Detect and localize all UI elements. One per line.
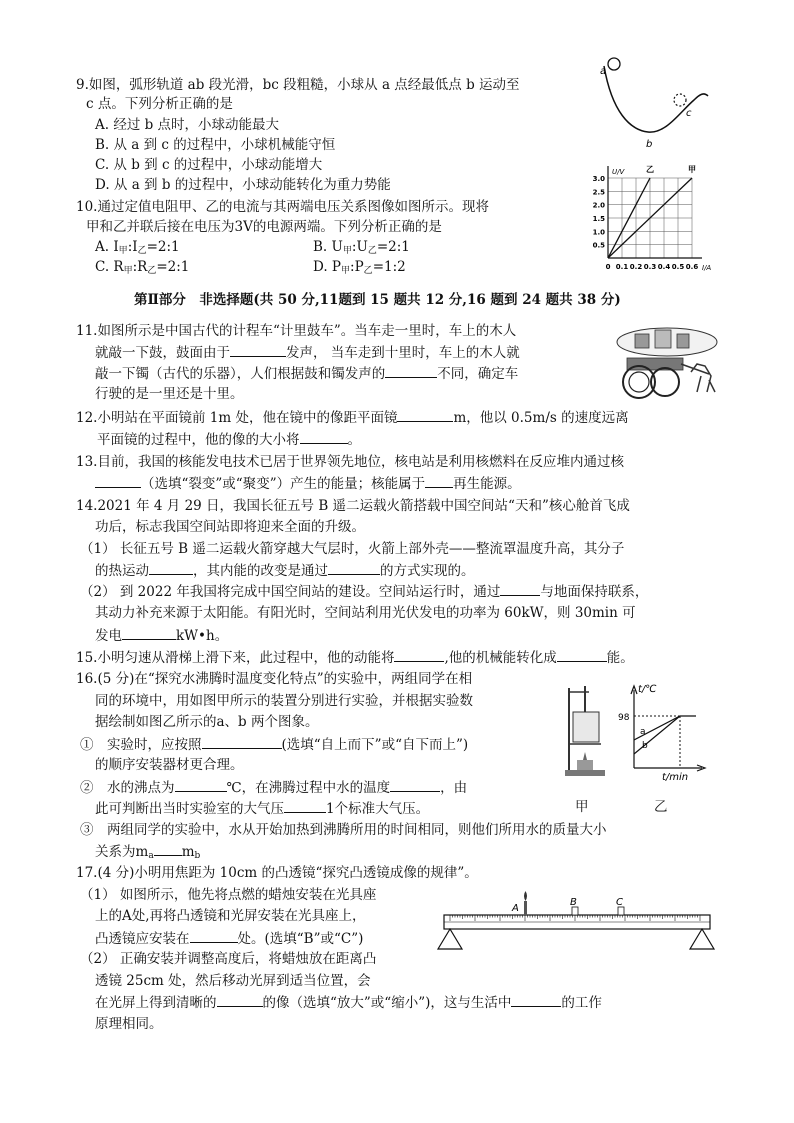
y-axis-label: U/V xyxy=(612,168,625,176)
q14-part2-line3: 发电 kW•h。 xyxy=(95,628,229,644)
q9-stem-line2: c 点。下列分析正确的是 xyxy=(86,96,233,112)
q17-part1-line2: 上的A处,再将凸透镜和光屏安装在光具座上， xyxy=(95,908,366,924)
x-tick-label: 0.3 xyxy=(643,263,657,271)
y-tick-label: 2.5 xyxy=(592,188,605,197)
x-tick-label: 0.1 xyxy=(615,263,629,271)
bench-label-a: A xyxy=(512,903,519,914)
q9-option-d: D. 从 a 到 b 的过程中，小球动能转化为重力势能 xyxy=(95,177,391,193)
q17-part2-line4: 原理相同。 xyxy=(95,1016,163,1032)
bench-label-b: B xyxy=(570,897,577,908)
q9-stem-line1: 9.如图，弧形轨道 ab 段光滑，bc 段粗糙，小球从 a 点经最低点 b 运动至 xyxy=(76,77,520,93)
q10-option-c: C. $R_甲:R_乙=2:1$ xyxy=(95,259,190,276)
q16-line3: 据绘制如图乙所示的a、b 两个图象。 xyxy=(95,714,319,730)
x-tick-label: 0.6 xyxy=(685,263,699,271)
q12-line2: 平面镜的过程中，他的像的大小将 。 xyxy=(97,432,361,448)
q16-line2: 同的环境中，用如图甲所示的装置分别进行实验，并根据实验数 xyxy=(95,693,473,709)
x-axis-label: I/A xyxy=(702,264,712,272)
q14-line2: 功后，标志我国空间站即将迎来全面的升级。 xyxy=(95,519,365,535)
x-tick-label: 0.5 xyxy=(671,263,685,271)
q10-option-a: A. $I_甲:I_乙=2:1$ xyxy=(95,239,180,256)
fig-caption-yi: 乙 xyxy=(654,799,668,815)
series-label-0: 乙 xyxy=(646,165,654,174)
q9-fig-label-a: a xyxy=(600,66,607,77)
boil-graph-tick-98: 98 xyxy=(618,713,630,723)
drum-carriage-image xyxy=(605,320,725,405)
y-tick-label: 1.5 xyxy=(592,215,605,223)
q9-option-b: B. 从 a 到 c 的过程中，小球机械能守恒 xyxy=(95,137,336,153)
x-tick-label: 0 xyxy=(605,263,611,271)
q17-part2-line3: 在光屏上得到清晰的 的像（选填“放大”或“缩小”)，这与生活中 的工作 xyxy=(95,995,602,1011)
x-tick-label: 0.2 xyxy=(629,263,643,271)
bench-label-c: C xyxy=(616,897,623,908)
fig-caption-jia: 甲 xyxy=(575,799,589,815)
q12-line1: 12.小明站在平面镜前 1m 处，他在镜中的像距平面镜 m，他以 0.5m/s 的速度远离 xyxy=(76,410,629,426)
q14-part2-line2: 其动力补充来源于太阳能。有阳光时，空间站利用光伏发电的功率为 60kW，则 30min 可 xyxy=(95,605,636,621)
q9-option-a: A. 经过 b 点时，小球动能最大 xyxy=(95,117,280,133)
q17-part2-line2: 透镜 25cm 处，然后移动光屏到适当位置，会 xyxy=(95,973,371,989)
boil-graph-label-b: b xyxy=(642,741,648,751)
q16-part3-line1: ③ 两组同学的实验中，水从开始加热到沸腾所用的时间相同，则他们所用水的质量大小 xyxy=(80,822,607,838)
y-tick-label: 3.0 xyxy=(592,175,605,183)
boiling-apparatus-figure xyxy=(555,682,625,782)
q17-part2-line1: （2） 正确安装并调整高度后，将蜡烛放在距离凸 xyxy=(80,951,377,967)
boiling-graph xyxy=(618,682,712,783)
q10-option-d: D. $P_甲:P_乙=1:2$ xyxy=(313,259,406,276)
q11-line3: 敲一下镯（古代的乐器），人们根据鼓和镯发声的 不同，确定车 xyxy=(95,366,519,382)
q9-fig-label-b: b xyxy=(646,139,653,150)
q17-part1-line3: 凸透镜应安装在 处。(选填“B”或“C”) xyxy=(95,931,364,947)
q15-line: 15.小明匀速从滑梯上滑下来，此过程中，他的动能将 ,他的机械能转化成 能。 xyxy=(76,650,634,666)
boil-graph-xlabel: t/min xyxy=(662,772,689,783)
y-tick-label: 2.0 xyxy=(592,201,605,210)
iu-chart xyxy=(570,160,720,275)
q16-part2-line2: 此可判断出当时实验室的大气压 1个标准大气压。 xyxy=(95,801,430,817)
q17-line1: 17.(4 分)小明用焦距为 10cm 的凸透镜“探究凸透镜成像的规律”。 xyxy=(76,865,478,881)
series-label-1: 甲 xyxy=(688,165,696,174)
q17-part1-line1: （1） 如图所示，他先将点燃的蜡烛安装在光具座 xyxy=(80,887,377,903)
q11-line2: 就敲一下鼓，鼓面由于 发声， 当车走到十里时，车上的木人就 xyxy=(95,345,520,361)
q14-line1: 14.2021 年 4 月 29 日，我国长征五号 B 遥二运载火箭搭载中国空间站“天和”核心舱首飞成 xyxy=(76,498,630,514)
boil-graph-label-a: a xyxy=(640,727,646,737)
q9-option-c: C. 从 b 到 c 的过程中，小球动能增大 xyxy=(95,157,323,173)
optical-bench-figure xyxy=(430,885,720,951)
q16-part1-line1: ① 实验时，应按照 (选填“自上而下”或“自下而上”) xyxy=(80,737,469,753)
q9-track-figure xyxy=(590,52,720,152)
q16-part1-line2: 的顺序安装器材更合理。 xyxy=(95,757,244,773)
boil-graph-ylabel: t/℃ xyxy=(638,684,657,695)
q16-line1: 16.(5 分)在“探究水沸腾时温度变化特点”的实验中，两组同学在相 xyxy=(76,671,473,687)
y-tick-label: 0.5 xyxy=(592,241,605,250)
q10-option-b: B. $U_甲:U_乙=2:1$ xyxy=(313,239,410,256)
q10-stem-line1: 10.通过定值电阻甲、乙的电流与其两端电压关系图像如图所示。现将 xyxy=(76,199,489,215)
q14-part1-line1: （1） 长征五号 B 遥二运载火箭穿越大气层时，火箭上部外壳——整流罩温度升高，其分子 xyxy=(80,541,625,557)
q9-fig-label-c: c xyxy=(686,108,692,119)
section2-title: 第Ⅱ部分 非选择题(共 50 分,11题到 15 题共 12 分,16 题到 24 题共 38 分) xyxy=(134,292,621,308)
q14-part2-line1: （2） 到 2022 年我国将完成中国空间站的建设。空间站运行时，通过 与地面保持联系， xyxy=(80,584,649,600)
q13-line1: 13.目前，我国的核能发电技术已居于世界领先地位，核电站是利用核燃料在反应堆内通过核 xyxy=(76,454,624,470)
q10-stem-line2: 甲和乙并联后接在电压为3V的电源两端。下列分析正确的是 xyxy=(86,219,442,235)
q11-line1: 11.如图所示是中国古代的计程车“计里鼓车”。当车走一里时，车上的木人 xyxy=(76,323,517,339)
q13-line2: （选填“裂变”或“聚变”）产生的能量；核能属于 再生能源。 xyxy=(95,474,521,493)
q11-line4: 行驶的是一里还是十里。 xyxy=(95,386,244,402)
y-tick-label: 1.0 xyxy=(592,228,605,237)
x-tick-label: 0.4 xyxy=(657,263,671,271)
q16-part3-line2: 关系为$m_a$ $m_b$ xyxy=(95,844,201,861)
q16-part2-line1: ② 水的沸点为 ℃，在沸腾过程中水的温度 ，由 xyxy=(80,780,468,796)
q14-part1-line2: 的热运动 ，其内能的改变是通过 的方式实现的。 xyxy=(95,563,475,579)
